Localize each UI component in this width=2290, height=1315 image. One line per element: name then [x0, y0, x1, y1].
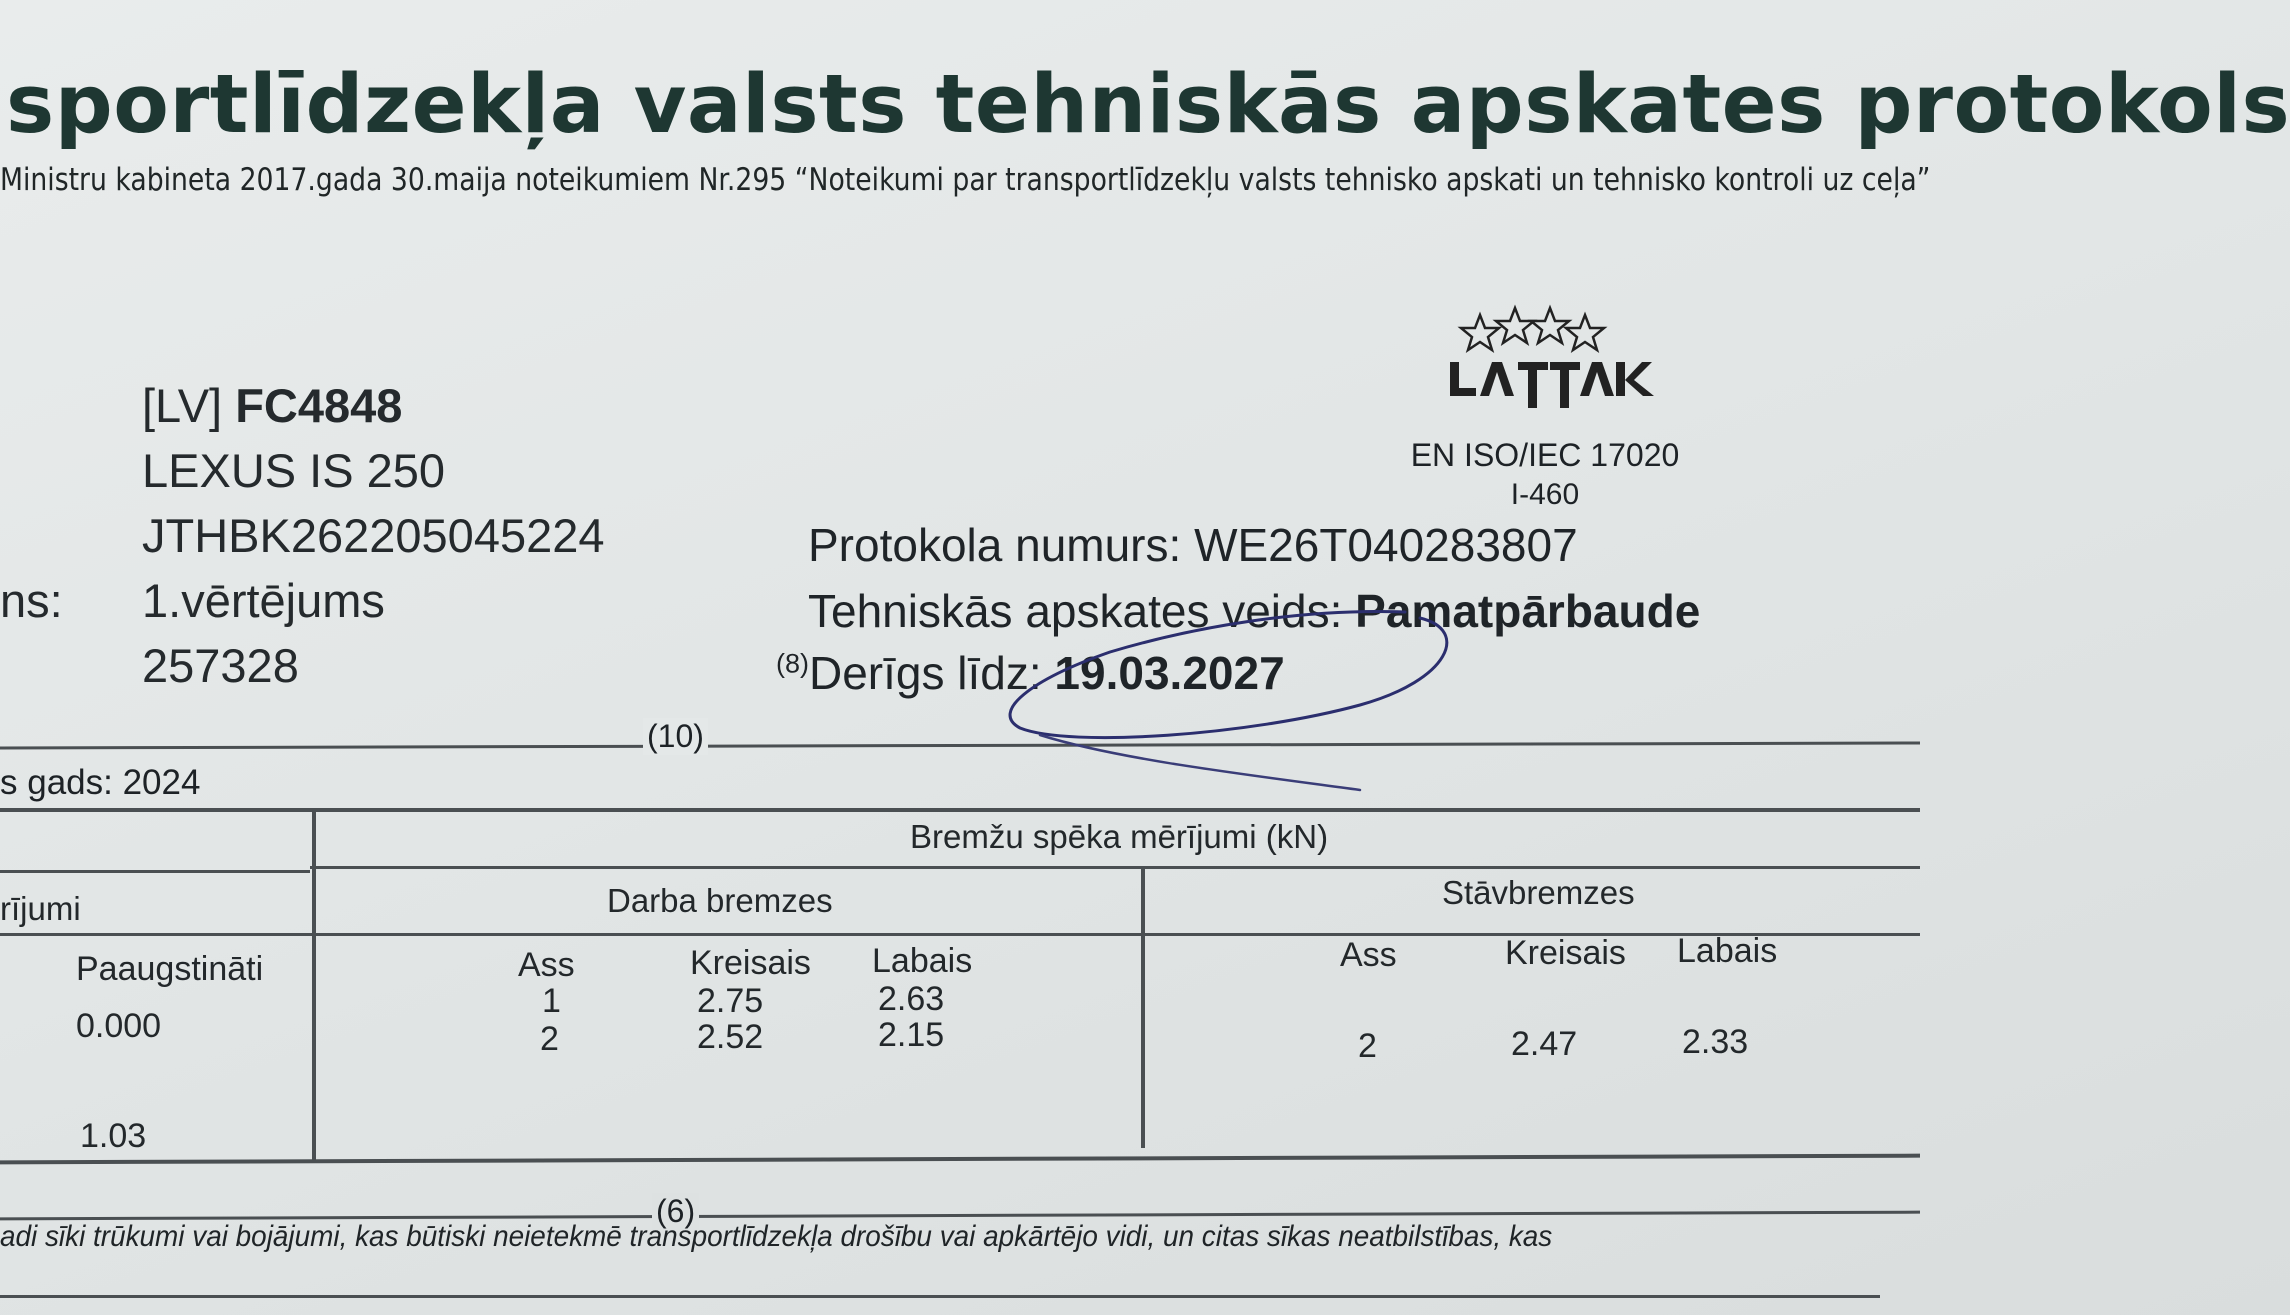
service-row2-left: 2.52: [697, 1018, 764, 1056]
rating-label-fragment: ns:: [0, 574, 63, 627]
year-line: s gads: 2024: [0, 763, 201, 802]
section-rule-bottom: [0, 1211, 1920, 1221]
valid-until-value: 19.03.2027: [1054, 647, 1285, 699]
protocol-number-value: WE26T040283807: [1194, 519, 1578, 571]
inspection-type-line: [808, 584, 1700, 638]
logo-text: LATAK: [1420, 300, 1424, 301]
bottom-line: [0, 1295, 1880, 1298]
country-code: [LV]: [142, 379, 223, 432]
service-row2-right: 2.15: [878, 1016, 945, 1054]
plate-number: FC4848: [235, 379, 403, 432]
inspection-type-value: Pamatpārbaude: [1355, 585, 1701, 637]
left-header-fragment: rījumi: [0, 890, 81, 927]
plate-line: [142, 378, 402, 433]
parking-brake-title: Stāvbremzes: [1442, 874, 1635, 911]
protocol-number-label: Protokola numurs:: [808, 519, 1182, 571]
vin: JTHBK262205045224: [142, 509, 605, 562]
table-bottom-border: [0, 1154, 1920, 1165]
document-subtitle: Ministru kabineta 2017.gada 30.maija noteikumiem Nr.295 “Noteikumi par transportlīdzekļu valsts tehnisko apskati un tehnisko kontroli uz ceļa”: [0, 162, 1931, 198]
rating: 1.vērtējums: [142, 574, 385, 627]
service-col-left: Kreisais: [690, 944, 811, 982]
accreditation-number: I-460: [1510, 478, 1580, 511]
section-marker-10: (10): [643, 718, 708, 755]
parking-col-left: Kreisais: [1505, 934, 1626, 972]
table-divider-middle: [1141, 866, 1145, 1148]
service-row1-right: 2.63: [878, 980, 945, 1018]
odometer: 257328: [142, 639, 299, 692]
vehicle-model: LEXUS IS 250: [142, 444, 446, 497]
service-brake-title: Darba bremzes: [607, 882, 833, 919]
parking-row1-axle: 2: [1358, 1027, 1377, 1065]
iso-standard: EN ISO/IEC 17020: [1410, 437, 1680, 473]
parking-row1-left: 2.47: [1511, 1025, 1578, 1063]
left-subheader: Paaugstināti: [76, 950, 264, 988]
parking-row1-right: 2.33: [1682, 1023, 1749, 1061]
table-title-border: [310, 866, 1920, 869]
document-title: sportlīdzekļa valsts tehniskās apskates protokols: [6, 58, 2290, 152]
protocol-number-line: [808, 518, 1578, 572]
table-top-border: [0, 808, 1920, 812]
defects-description: adi sīki trūkumi vai bojājumi, kas būtiski neietekmē transportlīdzekļa drošību vai apkārtējo vidi, un citas sīkas neatbilstības, kas: [0, 1220, 1553, 1253]
parking-col-right: Labais: [1677, 932, 1778, 970]
left-value-1: 0.000: [76, 1007, 162, 1045]
section-marker-6: (6): [652, 1193, 699, 1230]
left-header-top-border: [0, 870, 310, 873]
service-row2-axle: 2: [540, 1020, 559, 1058]
service-col-axle: Ass: [518, 946, 575, 984]
inspection-type-label: Tehniskās apskates veids:: [808, 585, 1343, 637]
service-row1-axle: 1: [542, 982, 561, 1020]
brake-table-title: Bremžu spēka mērījumi (kN): [910, 818, 1329, 855]
valid-until-line: [776, 646, 1285, 700]
service-col-right: Labais: [872, 942, 973, 980]
left-value-2: 1.03: [80, 1117, 147, 1155]
parking-col-axle: Ass: [1340, 936, 1397, 974]
table-divider-left: [312, 808, 316, 1160]
table-subheader-border: [0, 933, 1920, 936]
latak-logo: [1420, 300, 1670, 420]
section-rule-top: [0, 741, 1920, 749]
valid-marker: (8): [776, 648, 809, 679]
valid-until-label: Derīgs līdz:: [809, 647, 1042, 699]
service-row1-left: 2.75: [697, 982, 764, 1020]
